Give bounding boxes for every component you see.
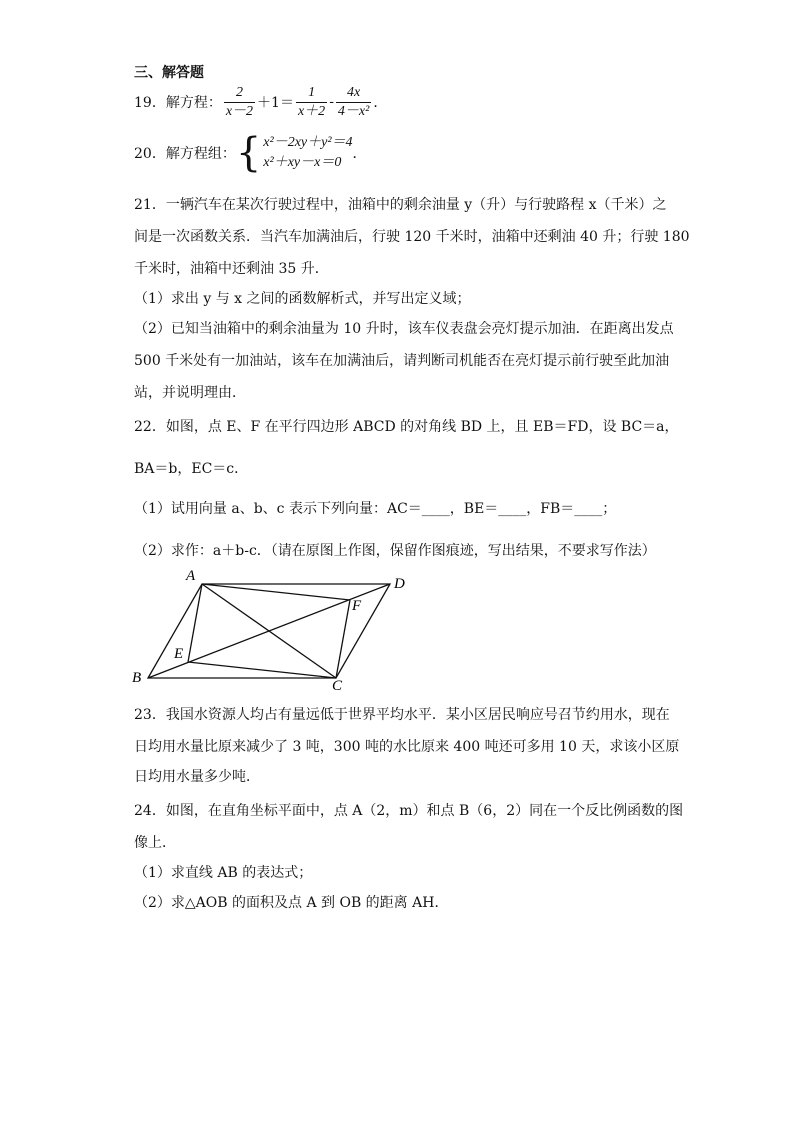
q19-frac2-numerator: 1	[296, 84, 327, 103]
q21-part-2-line-3: 站，并说明理由．	[134, 385, 246, 401]
q21-part-2-line-2: 500 千米处有一加油站，该车在加满油后，请判断司机能否在亮灯提示前行驶至此加油	[134, 353, 670, 369]
q20-equation-2: x²＋xy－x＝0	[263, 155, 342, 170]
q23-line-2: 日均用水量比原来减少了 3 吨，300 吨的水比原来 400 吨还可多用 10 天，求该小区原	[134, 739, 680, 755]
q19-frac1-numerator: 2	[224, 84, 255, 103]
q21-part-2-line-1: （2）已知当油箱中的剩余油量为 10 升时，该车仪表盘会亮灯提示加油．在距离出发点	[134, 321, 674, 337]
q19-frac2-denominator: x＋2	[297, 103, 326, 119]
q20-brace: {	[235, 130, 262, 176]
q22-part-2: （2）求作：a＋b-c．（请在原图上作图，保留作图痕迹，写出结果，不要求写作法）	[134, 543, 656, 559]
parallelogram-figure	[130, 566, 420, 692]
segment-ec	[188, 662, 336, 678]
question-19	[134, 82, 387, 122]
q19-frac1-denominator: x－2	[225, 103, 254, 119]
q24-line-2: 像上．	[134, 835, 176, 851]
q21-line-3: 千米时，油箱中还剩油 35 升．	[134, 261, 329, 277]
section-heading: 三、解答题	[134, 65, 204, 81]
q20-system	[263, 133, 352, 173]
q20-end: ．	[352, 146, 367, 162]
q19-end: ．	[373, 95, 388, 111]
q20-label: 20．解方程组：	[134, 146, 236, 162]
q19-fraction-2	[296, 84, 327, 121]
q22-line-1: 22．如图，点 E、F 在平行四边形 ABCD 的对角线 BD 上，且 EB＝FD，设 BC＝a，	[134, 419, 679, 435]
q23-line-1: 23．我国水资源人均占有量远低于世界平均水平．某小区居民响应号召节约用水，现在	[134, 707, 670, 723]
q22-line-2: BA＝b，EC＝c．	[134, 461, 249, 477]
q20-equation-1: x²－2xy＋y²＝4	[263, 135, 353, 150]
q24-part-2: （2）求△AOB 的面积及点 A 到 OB 的距离 AH．	[134, 895, 449, 911]
q24-part-1: （1）求直线 AB 的表达式；	[134, 865, 313, 881]
label-e: E	[174, 646, 184, 662]
q19-frac3-numerator: 4x	[336, 84, 371, 103]
q19-label: 19．解方程：	[134, 95, 222, 111]
label-f: F	[352, 598, 362, 614]
label-d: D	[394, 576, 405, 592]
q19-frac3-denominator: 4－x²	[337, 103, 370, 119]
q22-part-1: （1）试用向量 a、b、c 表示下列向量：AC＝____，BE＝____，FB＝____；	[134, 501, 617, 517]
q23-line-3: 日均用水量多少吨．	[134, 769, 260, 785]
segment-af	[202, 584, 350, 600]
label-b: B	[132, 670, 142, 686]
q19-plus-one: ＋1＝	[257, 95, 294, 111]
q21-line-2: 间是一次函数关系．当汽车加满油后，行驶 120 千米时，油箱中还剩油 40 升；行驶 180	[134, 229, 690, 245]
q24-line-1: 24．如图，在直角坐标平面中，点 A（2，m）和点 B（6，2）同在一个反比例函数的图	[134, 803, 684, 819]
q21-line-1: 21．一辆汽车在某次行驶过程中，油箱中的剩余油量 y（升）与行驶路程 x（千米）之	[134, 197, 667, 213]
label-a: A	[186, 568, 196, 584]
q19-fraction-3	[336, 84, 371, 121]
q19-fraction-1	[224, 84, 255, 121]
label-c: C	[332, 678, 343, 692]
q21-part-1: （1）求出 y 与 x 之间的函数解析式，并写出定义域；	[134, 291, 471, 307]
question-20	[134, 130, 367, 176]
q19-minus: -	[329, 94, 334, 110]
